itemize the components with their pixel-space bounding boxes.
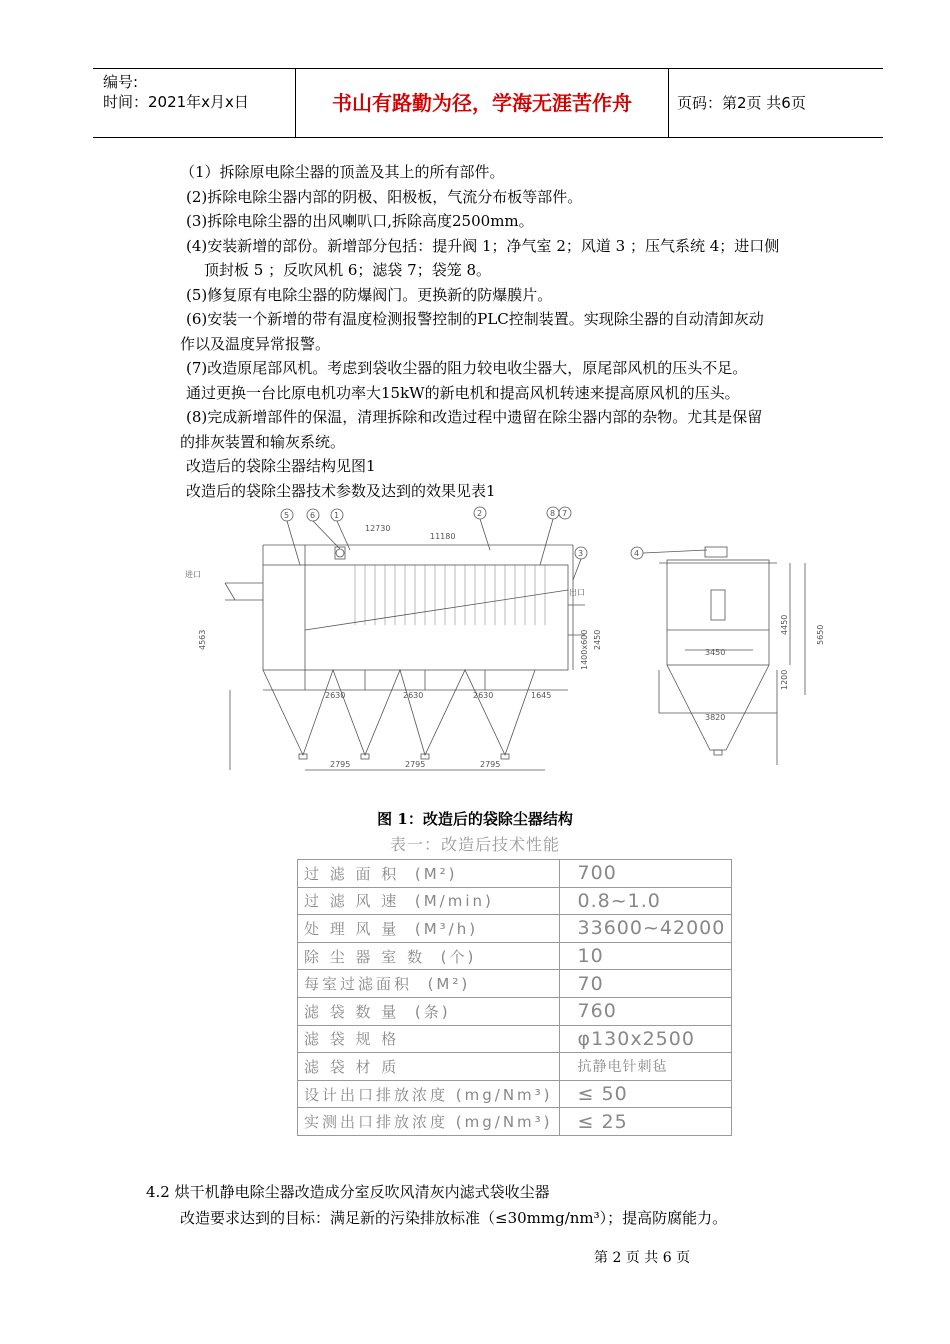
dim-height-inner: 4450 bbox=[780, 614, 789, 635]
dim-hopper-3: 2795 bbox=[480, 760, 501, 769]
paragraph: 改造后的袋除尘器结构见图1 bbox=[186, 457, 376, 475]
spec-label: 设计出口排放浓度 (mg/Nm³) bbox=[298, 1080, 560, 1108]
spec-value: 70 bbox=[559, 970, 732, 998]
paragraph: (6)安装一个新增的带有温度检测报警控制的PLC控制装置。实现除尘器的自动清卸灰动 bbox=[186, 310, 764, 328]
paragraph: (4)安装新增的部份。新增部分包括：提升阀 1；净气室 2；风道 3 ；压气系统 4；进口侧 bbox=[186, 236, 780, 255]
spec-label: 处 理 风 量 (M³/h) bbox=[298, 915, 560, 943]
paragraph: 改造后的袋除尘器技术参数及达到的效果见表1 bbox=[186, 481, 496, 500]
header-motto: 书山有路勤为径，学海无涯苦作舟 bbox=[295, 69, 669, 137]
dim-bottom-1: 2630 bbox=[325, 691, 346, 700]
spec-value: 700 bbox=[559, 860, 732, 888]
callout-7: 7 bbox=[562, 509, 568, 518]
filter-housing bbox=[263, 565, 568, 670]
dim-height: 4563 bbox=[198, 629, 207, 650]
spec-value: φ130x2500 bbox=[559, 1025, 732, 1053]
inlet-label: 进口 bbox=[185, 570, 201, 579]
spec-label: 滤 袋 数 量 (条) bbox=[298, 997, 560, 1025]
table-row bbox=[298, 997, 732, 1025]
filter-bags bbox=[355, 565, 545, 625]
callout-8: 8 bbox=[550, 509, 556, 518]
section-goal: 改造要求达到的目标：满足新的污染排放标准（≤30mmg/nm³）；提高防腐能力。 bbox=[180, 1209, 728, 1227]
callouts bbox=[281, 507, 587, 580]
header-meta bbox=[103, 69, 293, 140]
dim-hopper-1: 2795 bbox=[330, 760, 351, 769]
callout-1: 1 bbox=[334, 511, 340, 520]
dim-hopper-2: 2795 bbox=[405, 760, 426, 769]
table-row bbox=[298, 915, 732, 943]
dim-bottom-3: 2630 bbox=[473, 691, 494, 700]
callout-6: 6 bbox=[310, 511, 316, 520]
paragraph: (3)拆除电除尘器的出风喇叭口,拆除高度2500mm。 bbox=[186, 212, 534, 230]
spec-value: ≤ 50 bbox=[559, 1080, 732, 1108]
outlet-label: 出口 bbox=[569, 588, 585, 597]
table-row bbox=[298, 1108, 732, 1136]
table-row bbox=[298, 860, 732, 888]
paragraph: (8)完成新增部件的保温，清理拆除和改造过程中遗留在除尘器内部的杂物。尤其是保留 bbox=[186, 408, 763, 426]
spec-table bbox=[297, 859, 732, 1136]
spec-label: 实测出口排放浓度 (mg/Nm³) bbox=[298, 1108, 560, 1136]
callout-3: 3 bbox=[578, 549, 584, 558]
dim-outlet-height: 2450 bbox=[593, 629, 602, 650]
header-page-label: 页码：第2页 共6页 bbox=[677, 94, 806, 112]
spec-value: 33600~42000 bbox=[559, 915, 732, 943]
table-row bbox=[298, 1080, 732, 1108]
number-label: 编号: bbox=[103, 73, 139, 91]
paragraph: 通过更换一台比原电机功率大15kW的新电机和提高风机转速来提高原风机的压头。 bbox=[186, 383, 740, 402]
spec-value: 10 bbox=[559, 942, 732, 970]
time-label: 时间：2021年x月x日 bbox=[103, 93, 249, 111]
table-row bbox=[298, 1025, 732, 1053]
paragraph: (5)修复原有电除尘器的防爆阀门。更换新的防爆膜片。 bbox=[186, 285, 553, 304]
dim-bottom-4: 1645 bbox=[531, 691, 552, 700]
table-title: 表一：改造后技术性能 bbox=[389, 835, 560, 854]
spec-value: ≤ 25 bbox=[559, 1108, 732, 1136]
spec-label: 每室过滤面积 (M²) bbox=[298, 970, 560, 998]
callout-2: 2 bbox=[477, 509, 483, 518]
paragraph: 作以及温度异常报警。 bbox=[180, 334, 331, 353]
spec-label: 除 尘 器 室 数 (个) bbox=[298, 942, 560, 970]
page-header bbox=[93, 68, 883, 138]
spec-label: 过 滤 面 积 (M²) bbox=[298, 860, 560, 888]
dim-outlet-size: 1400x600 bbox=[580, 629, 589, 670]
paragraph: (7)改造原尾部风机。考虑到袋收尘器的阻力较电收尘器大，原尾部风机的压头不足。 bbox=[186, 359, 748, 377]
spec-label: 滤 袋 材 质 bbox=[298, 1053, 560, 1081]
body-text bbox=[180, 160, 835, 503]
dim-top-2: 11180 bbox=[430, 532, 456, 541]
section-title: 4.2 烘干机静电除尘器改造成分室反吹风清灰内滤式袋收尘器 bbox=[146, 1183, 550, 1201]
table-row bbox=[298, 970, 732, 998]
spec-label: 过 滤 风 速 (M/min) bbox=[298, 887, 560, 915]
spec-value: 抗静电针刺毡 bbox=[559, 1053, 732, 1081]
structure-drawing bbox=[175, 505, 840, 773]
paragraph: （1）拆除原电除尘器的顶盖及其上的所有部件。 bbox=[180, 163, 505, 181]
paragraph: 顶封板 5 ；反吹风机 6；滤袋 7；袋笼 8。 bbox=[204, 261, 492, 279]
table-row bbox=[298, 942, 732, 970]
page-footer: 第 2 页 共 6 页 bbox=[594, 1250, 691, 1266]
figure-caption: 图 1：改造后的袋除尘器结构 bbox=[377, 810, 573, 828]
dim-width-inner: 3450 bbox=[705, 648, 726, 657]
spec-value: 760 bbox=[559, 997, 732, 1025]
table-row bbox=[298, 887, 732, 915]
dim-bottom-2: 2630 bbox=[403, 691, 424, 700]
hoppers bbox=[263, 670, 535, 759]
dim-top-1: 12730 bbox=[365, 524, 391, 533]
callout-4: 4 bbox=[634, 549, 640, 558]
table-row bbox=[298, 1053, 732, 1081]
dim-hopper-height: 1200 bbox=[780, 669, 789, 690]
spec-value: 0.8~1.0 bbox=[559, 887, 732, 915]
dim-height-outer: 5650 bbox=[816, 624, 825, 645]
callout-5: 5 bbox=[284, 511, 290, 520]
spec-label: 滤 袋 规 格 bbox=[298, 1025, 560, 1053]
dim-width-outer: 3820 bbox=[705, 713, 726, 722]
paragraph: 的排灰装置和输灰系统。 bbox=[180, 432, 346, 451]
paragraph: (2)拆除电除尘器内部的阴极、阳极板，气流分布板等部件。 bbox=[186, 187, 583, 206]
